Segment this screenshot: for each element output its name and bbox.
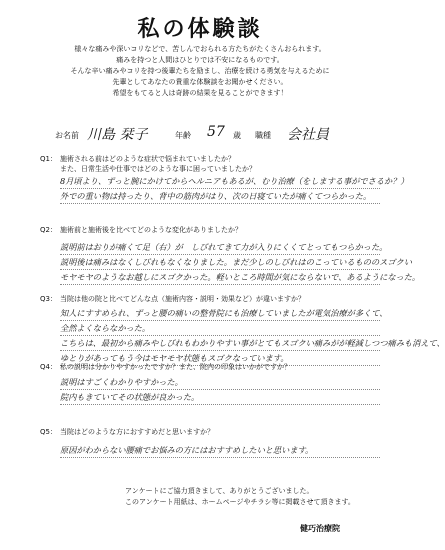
footer-text: アンケートにご協力頂きまして、ありがとうございました。 このアンケート用紙は、ホームページやチラシ等に掲載させて頂きます。 [125, 487, 355, 506]
clinic-name: 健巧治療院 [300, 524, 340, 533]
answer-1: 8月頃より、ずっと腕にかけてからヘルニアもあるが、むり治療（をしまする事がでさるか？） 外での重い物は持ったり、背中の筋肉がはり、次の日寝ていたが痛くてつらかった。 [60, 174, 380, 204]
page-title: 私の体験談 [137, 17, 263, 42]
name-value: 川島 栞子 [87, 127, 148, 143]
answer-4: 説明はすごくわかりやすかった。 院内もきていてその状態が良かった。 [60, 375, 380, 405]
intro-line: 先輩としてあなたの貴重な体験談をお聞かせください。 [112, 78, 288, 86]
answer-5: 原因がわからない腰痛でお悩みの方にはおすすめしたいと思います。 [60, 443, 380, 458]
answer-3: 知人にすすめられ、ずっと腰の痛いの整骨院にも治療していましたが電気治療が多くて、 全然よくならなかった。 こちらは、最初から痛みやしびれもわかりやすい事がとてもスゴクい痛みがが軽減しつつ痛みも消えて、 ゆとりがあってもう今はモヤモヤ状態もスゴクなっています。 [60, 306, 380, 366]
age-label: 年齢 [175, 131, 191, 140]
question-2: Q2： 施術前と施術後を比べてどのような変化がありましたか？ [40, 226, 242, 234]
answer-2: 説明前はおりが痛くて足（右）が しびれてきて力が入りにくくてとってもつらかった。 説明後は痛みはなくしびれもなくなりました。まだ少しのしびれはのこっているもののスゴクい モヤモヤのようなお越しにスゴクかった。軽いところ時間が気にならないで、あるようになった。 [60, 240, 380, 285]
question-5: Q5： 当院はどのような方におすすめだと思いますか？ [40, 428, 215, 436]
intro-line: 様々な痛みや深いコリなどで、苦しんでおられる方たちがたくさんおられます。 [74, 45, 326, 53]
question-4: Q4： 私の説明は分かりやすかったですか？また、院内の印象はいかがですか？ [40, 363, 291, 371]
job-value: 会社員 [287, 127, 329, 143]
question-1: Q1： 施術される前はどのような症状で悩まれていましたか？ また、日常生活や仕事ではどのような事に困っていましたか？ [40, 155, 256, 173]
respondent-info [55, 124, 375, 146]
age-value: 57 [207, 124, 225, 140]
job-label: 職種 [255, 131, 271, 140]
intro-line: そんな辛い痛みやコリを持つ後輩たちを励まし、治療を続ける勇気を与えるために [70, 67, 330, 75]
question-3: Q3： 当院は他の院と比べてどんな点（施術内容・説明・効果など）が違いますか？ [40, 295, 305, 303]
age-unit: 歳 [233, 131, 241, 140]
intro-line: 痛みを持つと人間はひとりでは不安になるものです。 [116, 56, 284, 64]
intro-line: 希望をもてると人は奇跡の結果を見ることができます！ [112, 89, 288, 97]
intro-text [0, 44, 400, 99]
name-label: お名前 [55, 131, 79, 140]
